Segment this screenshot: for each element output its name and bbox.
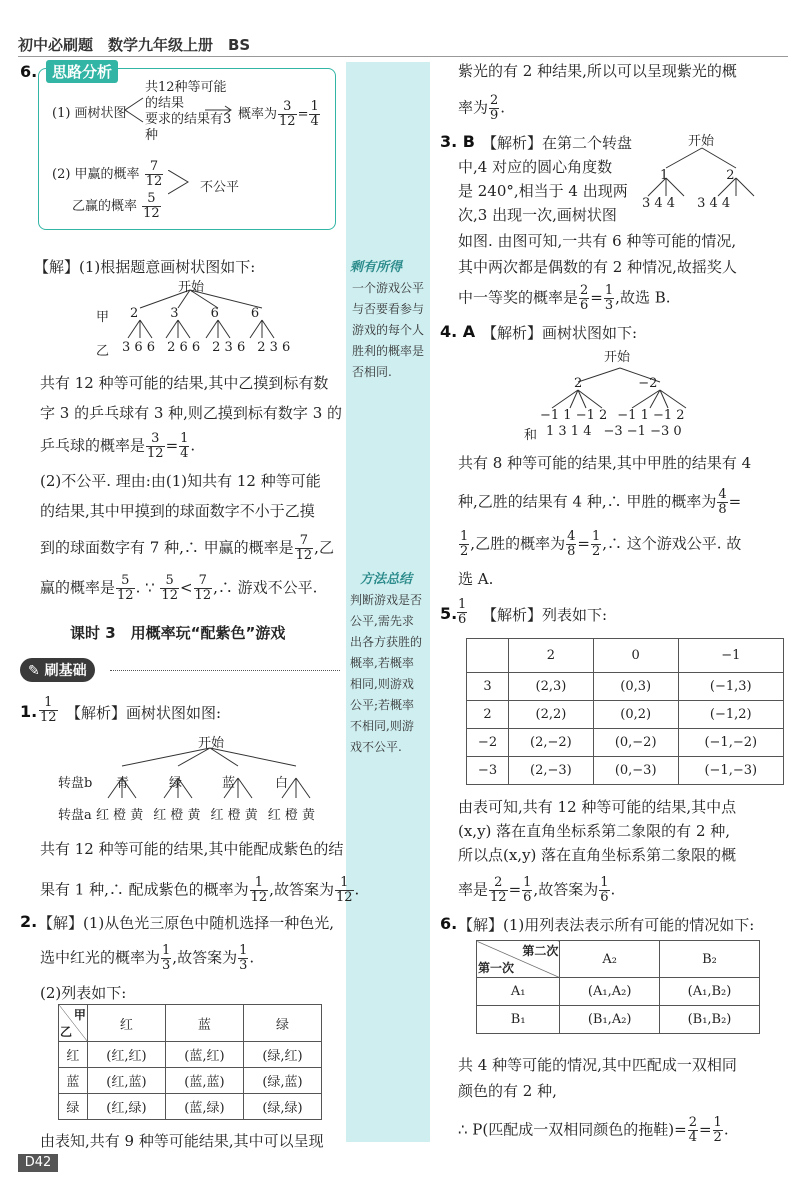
note-line: 不相同,则游 (350, 719, 414, 733)
q3-line4: 次,3 出现一次,画树状图 (458, 206, 617, 224)
fraction: $\frac{3}{12}$ (147, 431, 164, 461)
q1-line2: 果有 1 种,∴ 配成紫色的概率为 $\frac{1}{12}$ ,故答案为 $\frac{1}{12}$ . (40, 875, 360, 905)
note-line: 游戏的每个人 (352, 323, 425, 337)
tree-node: 6 (250, 306, 260, 321)
table-cell: (B₁,A₂) (560, 1006, 660, 1034)
fraction: $\frac{4}{8}$ (567, 529, 576, 559)
q6r-line1: 共 4 种等可能的情况,其中匹配成一双相同 (458, 1056, 737, 1074)
table-cell: (绿,红) (243, 1042, 321, 1068)
note-line: 戏不公平. (350, 740, 402, 754)
q5-line1: 由表可知,共有 12 种等可能的结果,其中点 (458, 798, 737, 816)
table-cell: (−1,2) (678, 701, 783, 729)
table-header: −1 (678, 639, 783, 673)
table-cell: (0,−3) (593, 757, 678, 785)
fraction: $\frac{5}{12}$ (117, 573, 134, 603)
tree-node: 1 3 1 4 (546, 424, 592, 439)
fraction: $\frac{1}{12}$ (250, 875, 268, 905)
analysis-arrows (125, 94, 235, 134)
q5-line2: (x,y) 落在直角坐标系第二象限的有 2 种, (458, 822, 731, 840)
table-cell: (蓝,红) (165, 1042, 243, 1068)
tree-node: −2 (638, 376, 658, 391)
q3-line1: 【解析】在第二个转盘 (482, 134, 633, 152)
note1-title: 剩有所得 (350, 260, 403, 275)
note-line: 与否要看参与 (352, 302, 425, 316)
table-row (59, 1094, 322, 1120)
fraction: $\frac{2}{9}$ (490, 93, 499, 123)
q3-line6: 其中两次都是偶数的有 2 种情况,故摇奖人 (458, 258, 737, 276)
table-cell: (蓝,蓝) (165, 1068, 243, 1094)
tree-node: 2 (130, 306, 139, 321)
fraction: $\frac{5}{12}$ (161, 573, 178, 603)
q4-line1: 共有 8 种等可能的结果,其中甲胜的结果有 4 (458, 454, 752, 472)
table-cell: (0,3) (593, 673, 678, 701)
tree4-row2 (540, 408, 695, 423)
fraction: $\frac{1}{6}$ (458, 597, 467, 627)
fraction: $\frac{1}{3}$ (162, 943, 171, 973)
table-corner: 第二次 第一次 (477, 941, 560, 978)
section-rule (110, 670, 340, 671)
fraction: $\frac{1}{6}$ (523, 875, 532, 905)
fraction: $\frac{5}{12}$ (143, 191, 160, 221)
q3-line3: 是 240°,相当于 4 出现两 (458, 182, 628, 200)
analysis-tag: 思路分析 (46, 60, 118, 83)
table-row (59, 1068, 322, 1094)
fraction: $\frac{2}{12}$ (490, 875, 507, 905)
table-cell: (绿,绿) (243, 1094, 321, 1120)
table-row (467, 673, 784, 701)
table-cell: (红,红) (87, 1042, 165, 1068)
tree-node: 3 6 6 (122, 340, 156, 355)
fraction: $\frac{1}{2}$ (460, 529, 469, 559)
tree1-row2 (122, 340, 302, 355)
table-cell: (0,2) (593, 701, 678, 729)
tree3-row2 (642, 196, 752, 211)
tree-node: 白 (275, 776, 289, 791)
q4-label: 【解析】画树状图如下: (482, 324, 638, 342)
tree-node: 红 橙 黄 (210, 808, 258, 823)
q6r-table (476, 940, 760, 1034)
row-header: B₁ (477, 1006, 560, 1034)
note-line: 公平;若概率 (350, 698, 415, 712)
q6-p1-line2: 字 3 的乒乓球有 3 种,则乙摸到标有数字 3 的 (40, 404, 343, 422)
tree1-root: 开始 (178, 280, 205, 295)
tree4-row3-label: 和 (524, 428, 538, 443)
q5-label: 【解析】列表如下: (482, 606, 608, 624)
fraction: $\frac{1}{2}$ (591, 529, 601, 559)
table-cell: (−1,3) (678, 673, 783, 701)
q5-number: 5. (440, 604, 458, 623)
table-header: 绿 (243, 1005, 321, 1042)
tree1-row2-label: 乙 (96, 344, 110, 359)
tree-node: 1 (660, 168, 669, 183)
fraction: $\frac{1}{6}$ (600, 875, 609, 905)
table-row (467, 757, 784, 785)
table-row (477, 1006, 760, 1034)
tree2-root: 开始 (198, 736, 225, 751)
fraction: $\frac{1}{2}$ (713, 1115, 722, 1145)
tree-node: 2 (726, 168, 735, 183)
analysis-p2-a: (2) 甲赢的概率 $\frac{7}{12}$ (52, 159, 163, 189)
table-cell: (红,绿) (87, 1094, 165, 1120)
fraction: $\frac{7}{12}$ (194, 573, 212, 603)
row-header: A₁ (477, 978, 560, 1006)
tree4-row1 (574, 376, 713, 391)
q2-line2: 选中红光的概率为 $\frac{1}{3}$ ,故答案为 $\frac{1}{3}$ . (40, 943, 255, 973)
q5-line3: 所以点(x,y) 落在直角坐标系第二象限的概 (458, 846, 737, 864)
lesson-title: 课时 3 用概率玩“配紫色”游戏 (70, 624, 286, 642)
row-header: 绿 (59, 1094, 88, 1120)
header-rule (18, 56, 788, 57)
right-top-line2: 率为 $\frac{2}{9}$ . (458, 93, 506, 123)
q3-line5: 如图. 由图可知,一共有 6 种等可能的情况, (458, 232, 737, 250)
tree4-row3 (546, 424, 694, 439)
tree-node: −1 1 −1 2 (540, 408, 608, 423)
fraction: $\frac{1}{3}$ (604, 283, 614, 313)
page-header: 初中必刷题 数学九年级上册 BS (18, 36, 251, 54)
q1-label: 【解析】画树状图如图: (66, 704, 222, 722)
fraction: $\frac{2}{6}$ (580, 283, 589, 313)
row-header: −3 (467, 757, 509, 785)
table-cell: (2,−3) (509, 757, 594, 785)
q2-line3: (2)列表如下: (40, 984, 127, 1002)
table-cell: (A₁,B₂) (659, 978, 759, 1006)
tree2-row2 (96, 804, 325, 823)
note-line: 出各方获胜的 (350, 635, 423, 649)
q6r-line3: ∴ P(匹配成一双相同颜色的拖鞋)= $\frac{2}{4}$ = $\frac{1}{2}$ . (458, 1115, 729, 1145)
table-row (477, 978, 760, 1006)
tree-node: 绿 (169, 776, 183, 791)
q2-number: 2. (20, 912, 38, 931)
q6r-label: 【解】(1)用列表法表示所有可能的情况如下: (458, 916, 755, 934)
note1-text (352, 278, 432, 383)
section-tag: ✎ 刷基础 (20, 658, 95, 682)
tree-node: 2 3 6 (212, 340, 246, 355)
table-header: 红 (87, 1005, 165, 1042)
q3-line7: 中一等奖的概率是 $\frac{2}{6}$ = $\frac{1}{3}$ ,故选 B. (458, 283, 671, 313)
tree1-row1 (130, 306, 291, 321)
tree-node: 6 (210, 306, 219, 321)
table-header: B₂ (659, 941, 759, 978)
q1-answer (38, 696, 59, 725)
table-cell: (绿,蓝) (243, 1068, 321, 1094)
note2-text (350, 590, 432, 758)
row-header: 红 (59, 1042, 88, 1068)
table-row (467, 729, 784, 757)
tree-node: 红 橙 黄 (153, 808, 201, 823)
analysis-p1-result: 概率为 $\frac{3}{12}$ = $\frac{1}{4}$ (238, 99, 319, 129)
q6-p2-line3: 到的球面数字有 7 种,∴ 甲赢的概率是 $\frac{7}{12}$ ,乙 (40, 533, 334, 563)
table-cell: (红,蓝) (87, 1068, 165, 1094)
tree-node: 2 3 6 (257, 340, 291, 355)
tree-node: 2 6 6 (167, 340, 201, 355)
table-header: 2 (509, 639, 594, 673)
tree-node: −1 1 −1 2 (617, 408, 685, 423)
note-line: 相同,则游戏 (350, 677, 414, 691)
tree2-row1-label: 转盘b (58, 776, 93, 791)
tree3-row1 (660, 168, 793, 183)
row-header: 蓝 (59, 1068, 88, 1094)
tree1-row1-label: 甲 (96, 310, 110, 325)
table-cell: (−1,−3) (678, 757, 783, 785)
q5-answer (456, 598, 468, 627)
q6r-number: 6. (440, 914, 458, 933)
q2-table (58, 1004, 322, 1120)
q5-table (466, 638, 784, 785)
table-cell: (2,3) (509, 673, 594, 701)
tree-node: 红 橙 黄 (96, 808, 144, 823)
q6-p2-line4: 赢的概率是 $\frac{5}{12}$ . ∵ $\frac{5}{12}$ < $\frac{7}{12}$ ,∴ 游戏不公平. (40, 573, 318, 603)
q1-line1: 共有 12 种等可能的结果,其中能配成紫色的结 (40, 840, 344, 858)
fraction: $\frac{7}{12}$ (295, 533, 313, 563)
analysis-p1-label: (1) 画树状图 (52, 106, 127, 121)
analysis-p2-b: 乙赢的概率 $\frac{5}{12}$ (72, 191, 160, 221)
q2-after: 由表知,共有 9 种等可能结果,其中可以呈现 (40, 1132, 324, 1150)
tree2-row2-label: 转盘a (58, 808, 92, 823)
table-row (467, 701, 784, 729)
row-header: 3 (467, 673, 509, 701)
tree4-root: 开始 (604, 350, 631, 365)
row-header: 2 (467, 701, 509, 729)
table-cell: (0,−2) (593, 729, 678, 757)
q4-number: 4. A (440, 322, 476, 341)
tree-node: 红 橙 黄 (267, 808, 316, 823)
table-corner: 甲 乙 (59, 1005, 88, 1042)
note-line: 胜利的概率是 (352, 344, 425, 358)
analysis-p2-result: 不公平 (200, 180, 240, 195)
table-cell: (B₁,B₂) (659, 1006, 759, 1034)
q6-p1-line1: 共有 12 种等可能的结果,其中乙摸到标有数 (40, 374, 329, 392)
table-header: A₂ (560, 941, 660, 978)
fraction: $\frac{1}{12}$ (40, 695, 57, 725)
table-row (59, 1042, 322, 1068)
note-line: 判断游戏是否 (350, 593, 423, 607)
analysis-brace (168, 170, 198, 200)
fraction: $\frac{4}{8}$ (718, 487, 727, 517)
q6-p1-line3: 乒乓球的概率是 $\frac{3}{12}$ = $\frac{1}{4}$ . (40, 431, 196, 461)
tree-node: 3 4 4 (642, 196, 676, 211)
fraction: $\frac{3}{12}$ (279, 99, 296, 129)
q1-number: 1. (20, 702, 38, 721)
table-cell: (A₁,A₂) (560, 978, 660, 1006)
q5-line4: 率是 $\frac{2}{12}$ = $\frac{1}{6}$ ,故答案为 $\frac{1}{6}$ . (458, 875, 616, 905)
tree-node: 蓝 (222, 776, 236, 791)
q3-line2: 中,4 对应的圆心角度数 (458, 158, 613, 176)
note-line: 一个游戏公平 (352, 281, 425, 295)
q2-line1: 【解】(1)从色光三原色中随机选择一种色光, (38, 914, 335, 932)
tree2-row1 (116, 772, 328, 791)
page-number: D42 (18, 1154, 58, 1172)
note-line: 公平,需先求 (350, 614, 414, 628)
q6-p2-line1: (2)不公平. 理由:由(1)知共有 12 种等可能 (40, 472, 321, 490)
analysis-branch1: 共12种等可能的结果 (145, 80, 227, 111)
note-line: 否相同. (352, 365, 392, 379)
tree3-root: 开始 (688, 134, 715, 149)
q6-number: 6. (20, 62, 38, 81)
note2-title: 方法总结 (360, 572, 413, 587)
table-cell: (蓝,绿) (165, 1094, 243, 1120)
table-cell: (−1,−2) (678, 729, 783, 757)
table-header: 蓝 (165, 1005, 243, 1042)
table-cell: (2,2) (509, 701, 594, 729)
table-corner (467, 639, 509, 673)
analysis-branch2: 要求的结果有3种 (145, 112, 232, 143)
q6r-line2: 颜色的有 2 种, (458, 1082, 557, 1100)
tree-node: 3 (170, 306, 179, 321)
fraction: $\frac{1}{3}$ (239, 943, 248, 973)
q3-number: 3. B (440, 132, 475, 151)
fraction: $\frac{7}{12}$ (145, 159, 163, 189)
table-cell: (2,−2) (509, 729, 594, 757)
note-line: 概率,若概率 (350, 656, 414, 670)
q4-line3: $\frac{1}{2}$ ,乙胜的概率为 $\frac{4}{8}$ = $\frac{1}{2}$ ,∴ 这个游戏公平. 故 (460, 529, 742, 559)
tree-node: 3 4 4 (697, 196, 731, 211)
tree-node: −3 −1 −3 0 (603, 424, 682, 439)
fraction: $\frac{2}{4}$ (688, 1115, 697, 1145)
tree-node: 青 (116, 776, 130, 791)
q4-line4: 选 A. (458, 570, 494, 588)
fraction: $\frac{1}{4}$ (310, 99, 319, 129)
fraction: $\frac{1}{4}$ (180, 431, 189, 461)
q6-p2-line2: 的结果,其中甲摸到的球面数字不小于乙摸 (40, 502, 315, 520)
q6-solution-intro: 【解】(1)根据题意画树状图如下: (34, 258, 256, 276)
q4-line2: 种,乙胜的结果有 4 种,∴ 甲胜的概率为 $\frac{4}{8}$ = (458, 487, 742, 517)
table-header: 0 (593, 639, 678, 673)
right-top-line1: 紫光的有 2 种结果,所以可以呈现紫光的概 (458, 62, 737, 80)
fraction: $\frac{1}{12}$ (335, 875, 353, 905)
tree-node: 2 (574, 376, 583, 391)
row-header: −2 (467, 729, 509, 757)
